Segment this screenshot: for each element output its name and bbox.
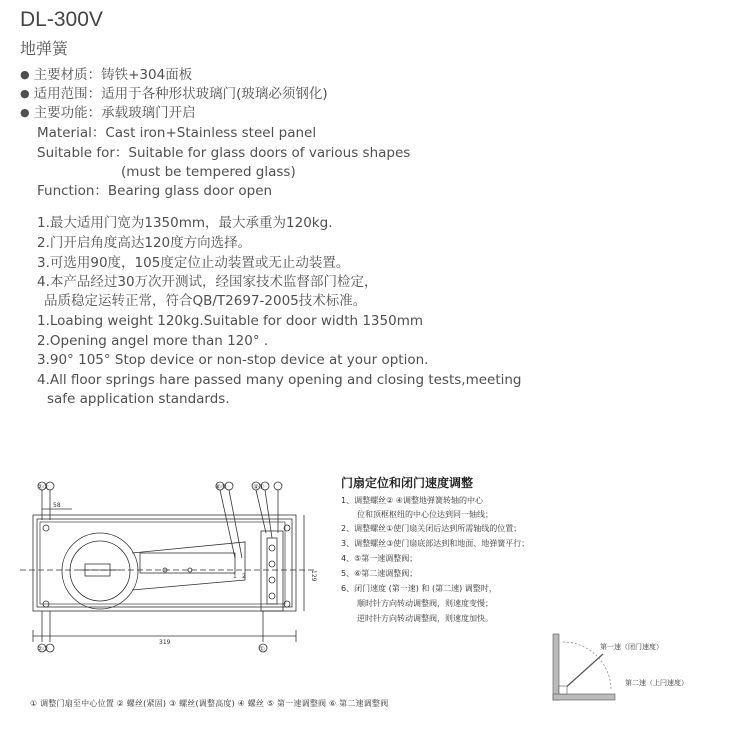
adjust-note-5: 5、⑥第二速调整阀； [341, 569, 418, 578]
dimension-129: 129 [310, 570, 317, 582]
diagram-legend: ① 调整门扇至中心位置 ② 螺丝(紧固) ③ 螺丝(调整高度) ④ 螺丝 ⑤ 第一速调整阀 ⑥ 第二速调整阀 [30, 699, 389, 708]
floor-spring-technical-drawing [20, 478, 320, 658]
adjustment-title: 门扇定位和闭门速度调整 [341, 476, 474, 490]
product-model-title: DL-300V [20, 8, 103, 31]
bullet-function-cn: ● 主要功能：承载玻璃门开启 [20, 104, 196, 123]
spec-function-en: Function：Bearing glass door open [37, 183, 273, 199]
feature-cn-2: 2.门开启角度高达120度方向选择。 [37, 235, 252, 251]
label-bottom-right: ① [259, 645, 265, 653]
feature-en-1: 1.Loabing weight 120kg.Suitable for door width 1350mm [37, 313, 423, 329]
adjust-note-4: 4、⑤第一速调整阀； [341, 554, 418, 563]
label-top-left: ②③ [37, 483, 49, 491]
adjust-note-3: 3、调整螺丝③使门扇底部达到和地面、地弹簧平行； [341, 539, 530, 548]
dimension-319: 319 [159, 639, 171, 646]
marker-1: 1 [233, 573, 237, 580]
label-top-right: ④① [253, 483, 265, 491]
dimension-58: 58 [53, 502, 61, 509]
label-top-mid: ⑥⑤ [215, 483, 227, 491]
feature-en-4: 4.All floor springs hare passed many opening and closing tests,meeting [37, 372, 522, 388]
spec-suitable-en: Suitable for：Suitable for glass doors of various shapes [37, 145, 411, 161]
adjust-note-1-cont: 位和顶框枢纽的中心位达到同一轴线； [357, 510, 493, 519]
feature-cn-4: 4.本产品经过30万次开测试，经国家技术监督部门检定， [37, 274, 378, 290]
feature-en-2: 2.Opening angel more than 120° . [37, 333, 269, 349]
adjust-note-6-cont1: 顺时针方向转动调整阀，则速度变慢； [357, 599, 493, 608]
adjust-note-6-cont2: 逆时针方向转动调整阀，则速度加快。 [357, 614, 493, 623]
feature-en-3: 3.90° 105° Stop device or non-stop device at your option. [37, 352, 429, 368]
feature-cn-3: 3.可选用90度，105度定位止动装置或无止动装置。 [37, 255, 350, 271]
feature-en-4-cont: safe application standards. [47, 391, 230, 407]
adjust-note-1: 1、调整螺丝② ④调整地弹簧转轴的中心 [341, 496, 483, 505]
label-bottom-left: ②③ [37, 645, 49, 653]
speed-second-label: 第二速（上闩速度） [625, 679, 688, 687]
spec-material-en: Material：Cast iron+Stainless steel panel [37, 125, 317, 141]
feature-cn-1: 1.最大适用门宽为1350mm，最大承重为120kg. [37, 215, 333, 231]
feature-cn-4-cont: 品质稳定运转正常，符合QB/T2697-2005技术标准。 [44, 293, 367, 309]
bullet-material-cn: ● 主要材质：铸铁+304面板 [20, 66, 192, 85]
bullet-scope-cn: ● 适用范围：适用于各种形状玻璃门(玻璃必须钢化) [20, 85, 328, 104]
adjust-note-2: 2、调整螺丝①使门扇关闭后达到所需轴线的位置； [341, 524, 522, 533]
adjust-note-6: 6、闭门速度 (第一速) 和 (第二速) 调整时， [341, 584, 497, 593]
marker-2: 2 [242, 573, 246, 580]
product-name: 地弹簧 [20, 39, 69, 58]
spec-suitable-en-cont: (must be tempered glass) [121, 164, 296, 180]
speed-first-label: 第一速（闭门速度） [600, 643, 663, 651]
